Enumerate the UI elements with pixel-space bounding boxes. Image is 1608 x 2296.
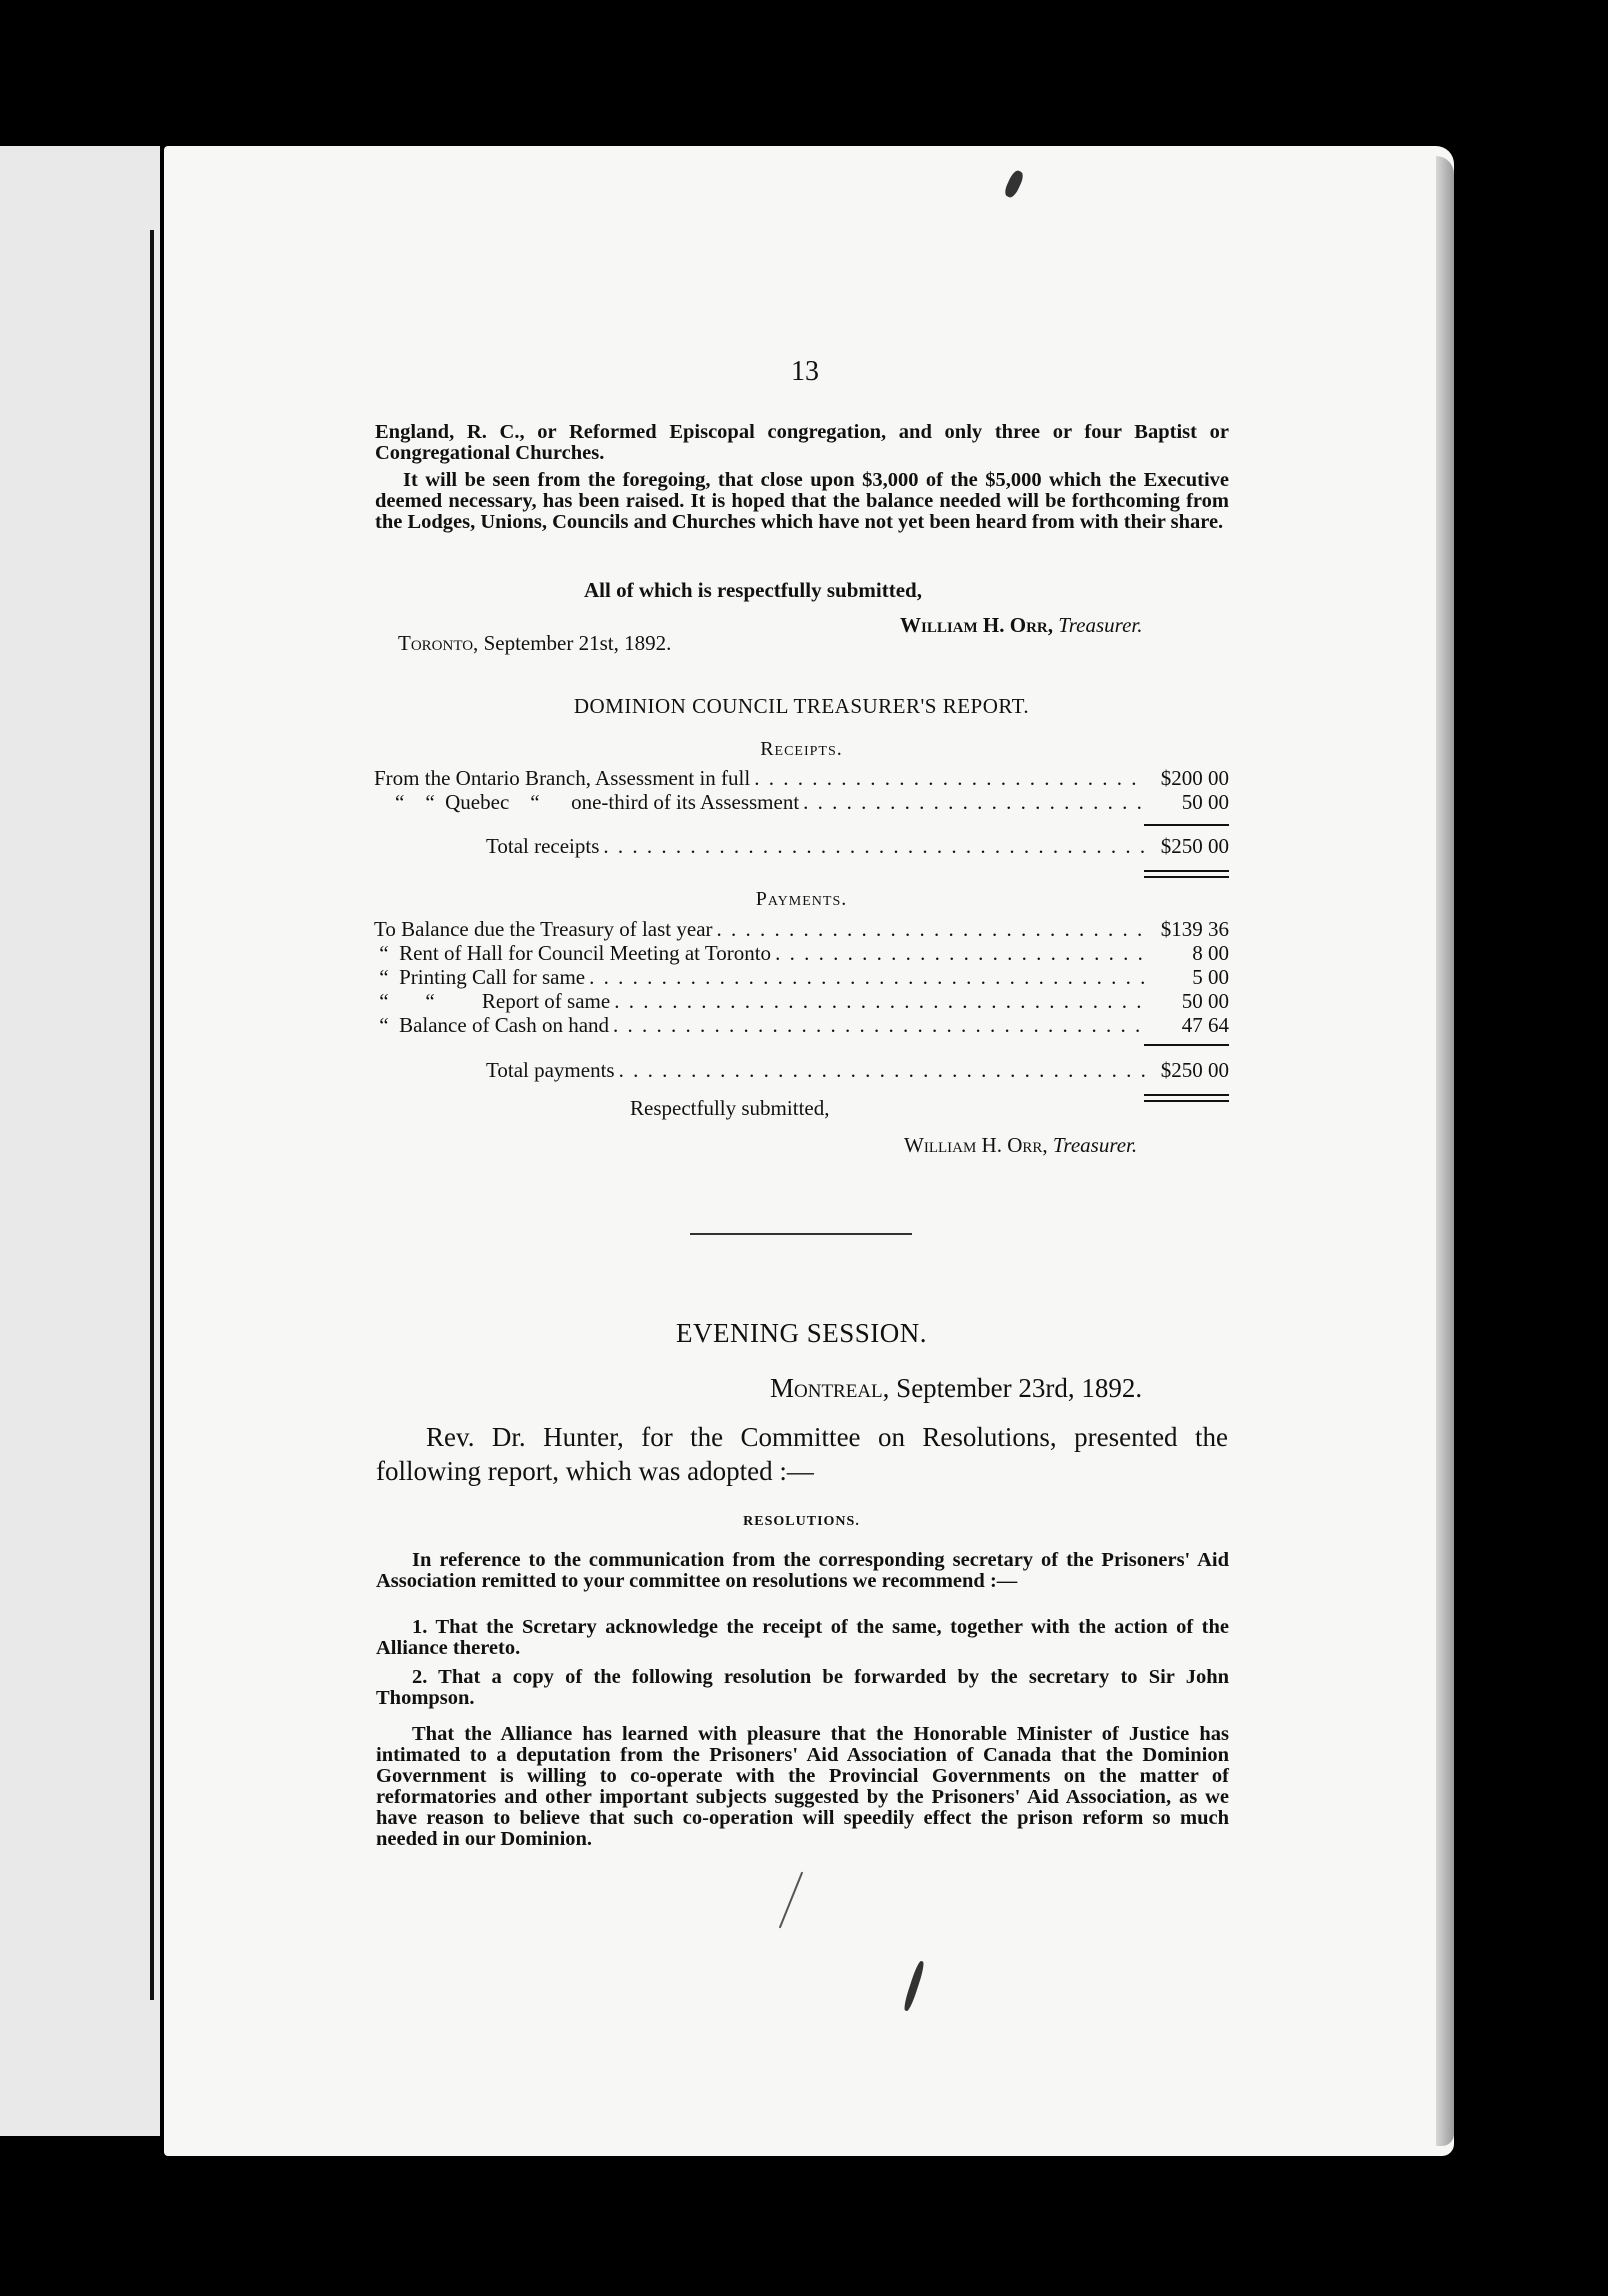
- resolution-paragraph: That the Alliance has learned with pleasure that the Honorable Minister of Justice has intimated to a deputation from the Prisoners' Aid Association of Canada that the Dominion Government is willing to co-operate with the Provincial Governments on the matter of reformatories and other important subjects suggested by the Prisoners' Aid Association, as we have reason to believe that such co-operation will speedily effect the prison reform so much needed in our Dominion.: [376, 1723, 1229, 1850]
- payment-row: [374, 941, 1229, 965]
- receipt-amount: 50 00: [1181, 790, 1229, 814]
- payment-label: “ Balance of Cash on hand: [374, 1013, 610, 1037]
- section-divider: [690, 1233, 912, 1235]
- sum-rule: [1144, 824, 1229, 826]
- payment-amount: 8 00: [1192, 941, 1229, 965]
- payment-row: [374, 1013, 1229, 1037]
- evening-intro: Rev. Dr. Hunter, for the Committee on Resolutions, presented the following report, which was adopted :—: [376, 1422, 1228, 1486]
- payment-amount: 47 64: [1181, 1013, 1229, 1037]
- evening-date: September 23rd, 1892.: [896, 1373, 1143, 1403]
- leader-dots: [614, 989, 1145, 1013]
- place-1: Toronto,: [398, 631, 479, 655]
- total-receipts-amount: $250 00: [1160, 834, 1229, 858]
- payment-row: [374, 917, 1229, 941]
- signature-1-name: William H. Orr,: [900, 613, 1054, 637]
- resolution-paragraph: In reference to the communication from the corresponding secretary of the Prisoners' Aid Association remitted to your committee on resolutions we recommend :—: [376, 1549, 1229, 1592]
- payment-row: [374, 989, 1229, 1013]
- total-payments-label: Total payments: [486, 1058, 615, 1082]
- facing-page-edge: [0, 146, 160, 2136]
- closing-text-1: All of which is respectfully submitted,: [584, 578, 922, 602]
- evening-session-title: EVENING SESSION.: [676, 1318, 927, 1348]
- leader-dots: [754, 766, 1145, 790]
- report-title: DOMINION COUNCIL TREASURER'S REPORT.: [573, 694, 1030, 718]
- signature-2: [904, 1133, 1137, 1158]
- page-edge-shadow: [1436, 156, 1454, 2146]
- resolutions-heading: RESOLUTIONS.: [743, 1514, 860, 1529]
- receipt-row: [374, 790, 1229, 814]
- payment-label: To Balance due the Treasury of last year: [374, 917, 713, 941]
- intro-paragraph-1: England, R. C., or Reformed Episcopal congregation, and only three or four Baptist or Congregational Churches.: [375, 421, 1229, 464]
- payment-label: “ “ Report of same: [374, 989, 611, 1013]
- signature-1: [900, 613, 1142, 638]
- payment-label: “ Rent of Hall for Council Meeting at Toronto: [374, 941, 772, 965]
- total-receipts-row: [486, 834, 1229, 858]
- sum-rule: [1144, 1044, 1229, 1046]
- receipt-amount: $200 00: [1160, 766, 1229, 790]
- signature-1-role: Treasurer.: [1058, 613, 1143, 637]
- total-receipts-label: Total receipts: [486, 834, 600, 858]
- total-payments-amount: $250 00: [1160, 1058, 1229, 1082]
- receipt-label: “ “ Quebec “ one-third of its Assessment: [374, 790, 800, 814]
- double-rule-top: [1144, 870, 1229, 872]
- evening-place: Montreal,: [770, 1373, 890, 1403]
- payment-row: [374, 965, 1229, 989]
- double-rule-bottom: [1144, 876, 1229, 878]
- payment-amount: $139 36: [1160, 917, 1229, 941]
- signature-2-name: William H. Orr,: [904, 1133, 1048, 1157]
- payment-amount: 5 00: [1192, 965, 1229, 989]
- leader-dots: [619, 1058, 1145, 1082]
- double-rule-bottom: [1144, 1100, 1229, 1102]
- leader-dots: [803, 790, 1145, 814]
- receipt-label: From the Ontario Branch, Assessment in full: [374, 766, 751, 790]
- resolution-paragraph: 2. That a copy of the following resolution be forwarded by the secretary to Sir John Thompson.: [376, 1666, 1229, 1709]
- leader-dots: [589, 965, 1145, 989]
- leader-dots: [775, 941, 1145, 965]
- double-rule-top: [1144, 1094, 1229, 1096]
- page-number: 13: [791, 356, 819, 387]
- leader-dots: [613, 1013, 1145, 1037]
- payment-label: “ Printing Call for same: [374, 965, 586, 989]
- receipt-row: [374, 766, 1229, 790]
- intro-paragraph-2: It will be seen from the foregoing, that close upon $3,000 of the $5,000 which the Executive deemed necessary, has been raised. It is hoped that the balance needed will be forthcoming from the Lodges, Unions, Councils and Churches which have not yet been heard from with their share.: [375, 469, 1229, 533]
- signature-2-role: Treasurer.: [1052, 1133, 1138, 1157]
- date-1: September 21st, 1892.: [483, 631, 672, 655]
- total-payments-row: [486, 1058, 1229, 1082]
- leader-dots: [717, 917, 1145, 941]
- payments-heading: Payments.: [755, 888, 848, 910]
- gutter-line: [150, 230, 154, 2000]
- closing-text-2: Respectfully submitted,: [630, 1096, 830, 1120]
- evening-place-date: [770, 1373, 1142, 1404]
- place-date-1: [398, 631, 671, 656]
- resolution-paragraph: 1. That the Scretary acknowledge the receipt of the same, together with the action of the Alliance thereto.: [376, 1616, 1229, 1659]
- leader-dots: [603, 834, 1145, 858]
- payment-amount: 50 00: [1181, 989, 1229, 1013]
- receipts-heading: Receipts.: [760, 738, 843, 760]
